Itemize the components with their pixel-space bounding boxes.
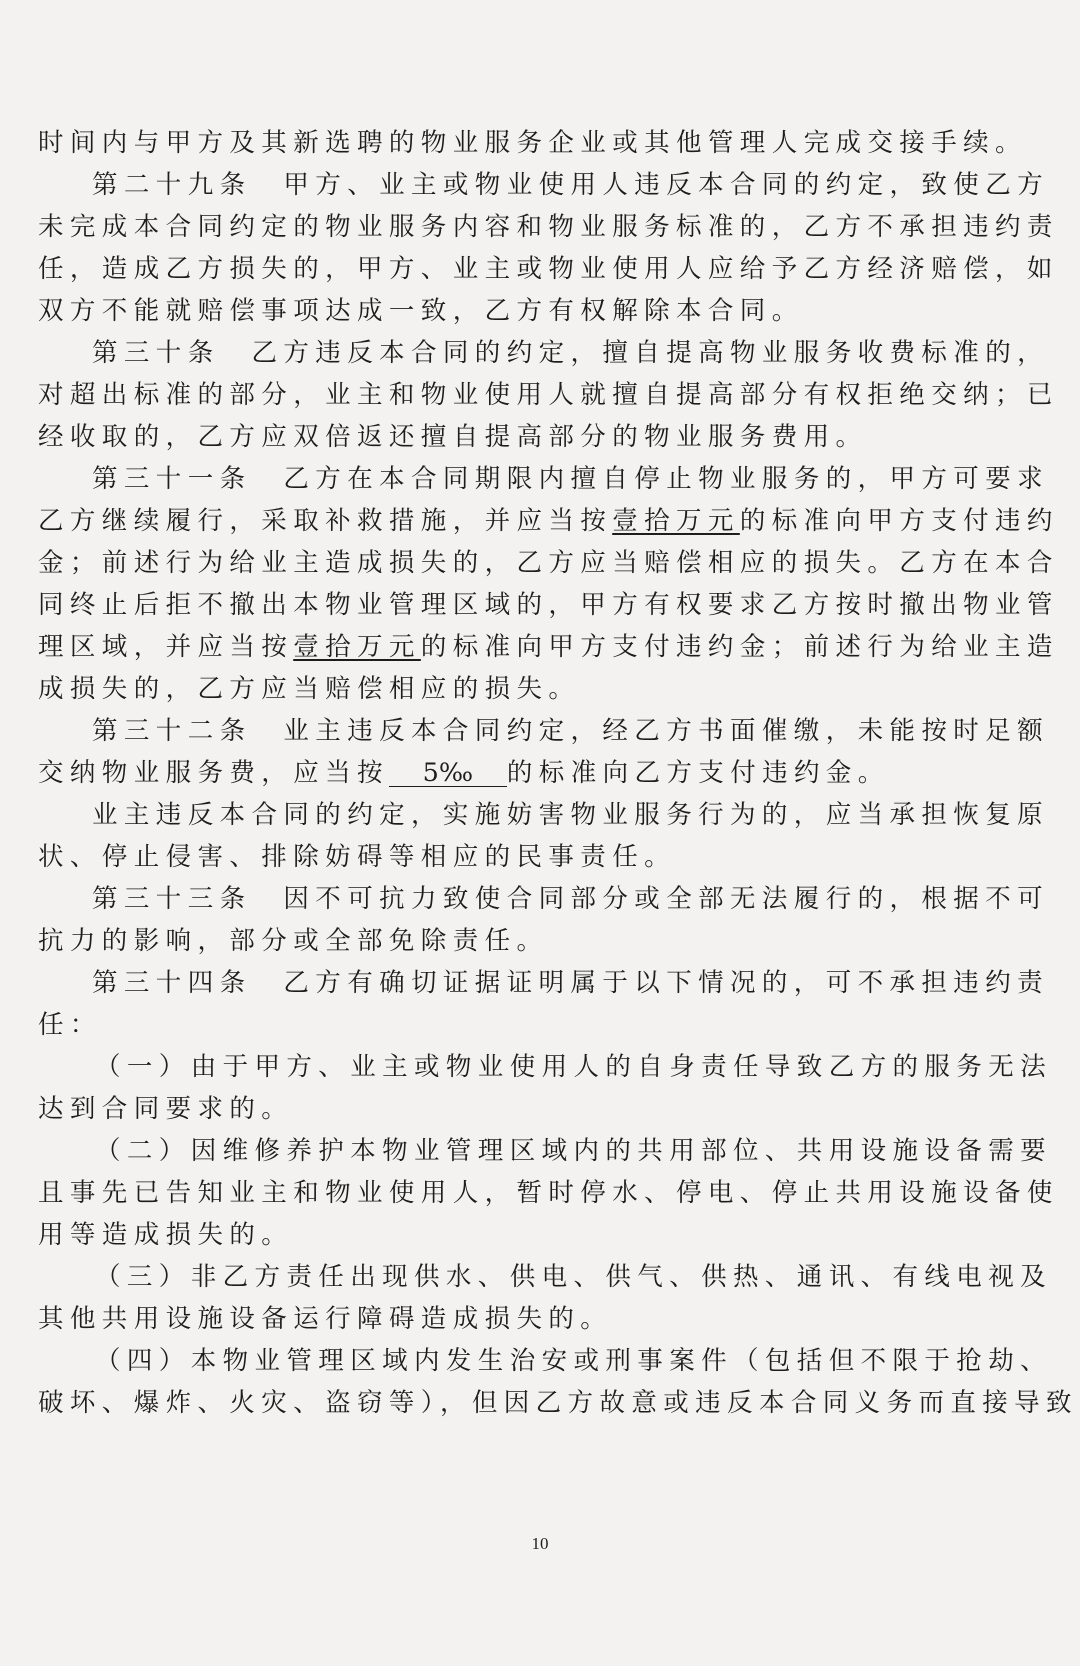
text-line: 同终止后拒不撤出本物业管理区域的，甲方有权要求乙方按时撤出物业管 — [38, 590, 1059, 620]
list-item-1-line: （一）由于甲方、业主或物业使用人的自身责任导致乙方的服务无法 — [95, 1052, 1053, 1082]
article-34-heading-line: 第三十四条 乙方有确切证据证明属于以下情况的，可不承担违约责 — [92, 968, 1050, 998]
page-number: 10 — [531, 1534, 549, 1553]
list-item-3-line: （三）非乙方责任出现供水、供电、供气、供热、通讯、有线电视及 — [95, 1262, 1053, 1292]
text-line: 未完成本合同约定的物业服务内容和物业服务标准的，乙方不承担违约责 — [38, 212, 1059, 242]
article-29-heading-line: 第二十九条 甲方、业主或物业使用人违反本合同的约定，致使乙方 — [92, 170, 1050, 200]
text-line-with-amount — [38, 506, 1059, 536]
text-line: 业主违反本合同的约定，实施妨害物业服务行为的，应当承担恢复原 — [92, 800, 1050, 830]
late-fee-rate-filled: 5‰ — [389, 760, 507, 787]
penalty-amount-filled: 壹拾万元 — [293, 632, 421, 662]
text-line: 且事先已告知业主和物业使用人，暂时停水、停电、停止共用设施设备使 — [38, 1178, 1059, 1208]
text-segment: 的标准向乙方支付违约金。 — [506, 758, 890, 788]
text-line-with-amount — [38, 632, 1059, 662]
article-33-heading-line: 第三十三条 因不可抗力致使合同部分或全部无法履行的，根据不可 — [92, 884, 1050, 914]
text-line: 抗力的影响，部分或全部免除责任。 — [38, 926, 549, 956]
text-line: 时间内与甲方及其新选聘的物业服务企业或其他管理人完成交接手续。 — [38, 128, 1027, 158]
text-segment: 的标准向甲方支付违约 — [739, 506, 1059, 536]
list-item-4-line: （四）本物业管理区域内发生治安或刑事案件（包括但不限于抢劫、 — [95, 1346, 1053, 1376]
text-line: 成损失的，乙方应当赔偿相应的损失。 — [38, 674, 581, 704]
text-line: 对超出标准的部分，业主和物业使用人就擅自提高部分有权拒绝交纳；已 — [38, 380, 1059, 410]
text-line: 破坏、爆炸、火灾、盗窃等），但因乙方故意或违反本合同义务而直接导致 — [38, 1388, 1078, 1418]
article-30-heading-line: 第三十条 乙方违反本合同的约定，擅自提高物业服务收费标准的， — [92, 338, 1050, 368]
penalty-amount-filled: 壹拾万元 — [612, 506, 740, 536]
text-line: 任，造成乙方损失的，甲方、业主或物业使用人应给予乙方经济赔偿，如 — [38, 254, 1059, 284]
text-line: 任： — [38, 1010, 102, 1040]
text-line: 用等造成损失的。 — [38, 1220, 294, 1250]
text-line: 达到合同要求的。 — [38, 1094, 294, 1124]
article-31-heading-line: 第三十一条 乙方在本合同期限内擅自停止物业服务的，甲方可要求 — [92, 464, 1050, 494]
text-segment: 的标准向甲方支付违约金；前述行为给业主造 — [420, 632, 1059, 662]
text-line: 双方不能就赔偿事项达成一致，乙方有权解除本合同。 — [38, 296, 804, 326]
text-segment: 乙方继续履行，采取补救措施，并应当按 — [38, 506, 613, 536]
text-line: 其他共用设施设备运行障碍造成损失的。 — [38, 1304, 613, 1334]
text-line: 状、停止侵害、排除妨碍等相应的民事责任。 — [38, 842, 677, 872]
text-segment: 交纳物业服务费，应当按 — [38, 758, 389, 788]
text-line: 经收取的，乙方应双倍返还擅自提高部分的物业服务费用。 — [38, 422, 868, 452]
text-line-with-rate — [38, 758, 938, 788]
list-item-2-line: （二）因维修养护本物业管理区域内的共用部位、共用设施设备需要 — [95, 1136, 1053, 1166]
text-line: 金；前述行为给业主造成损失的，乙方应当赔偿相应的损失。乙方在本合 — [38, 548, 1059, 578]
text-segment: 理区域，并应当按 — [38, 632, 294, 662]
article-32-heading-line: 第三十二条 业主违反本合同约定，经乙方书面催缴，未能按时足额 — [92, 716, 1050, 746]
